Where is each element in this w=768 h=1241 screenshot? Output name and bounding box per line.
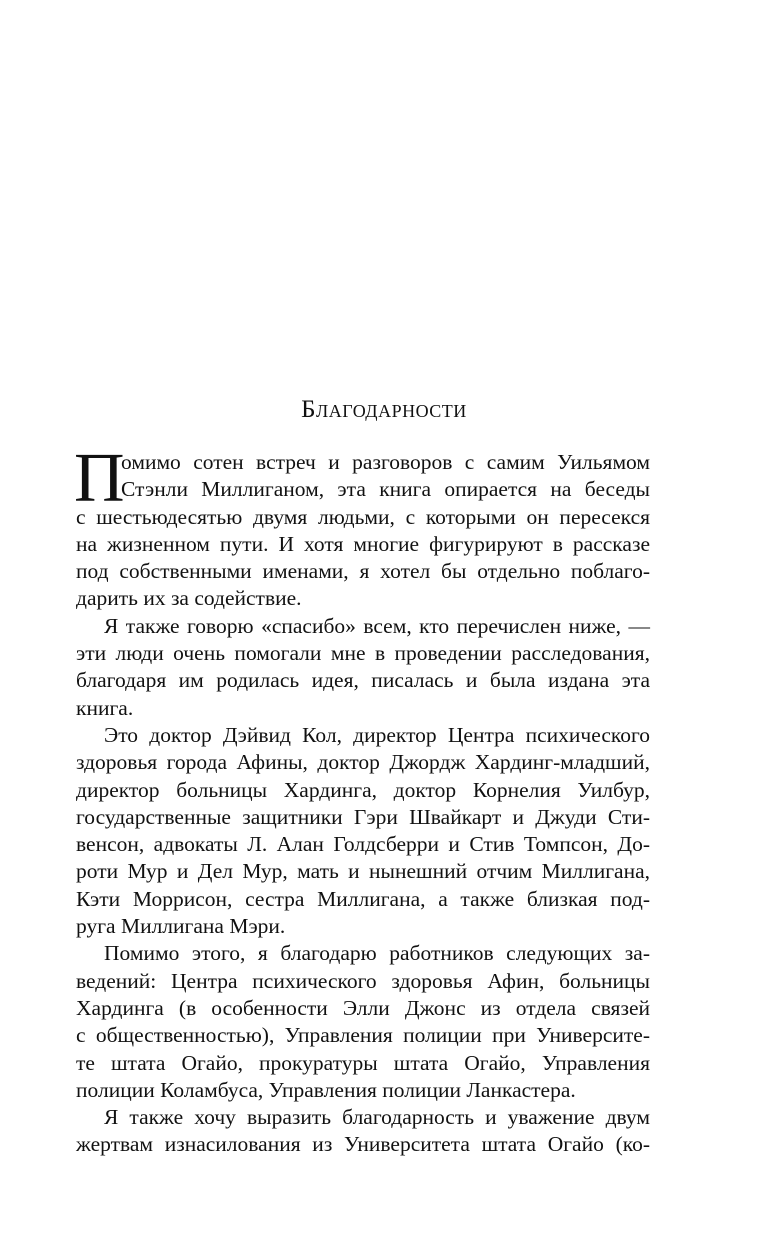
text-line: государственные защитники Гэри Швайкарт и Джуди Сти- xyxy=(76,804,650,829)
text-line: жертвам изнасилования из Университета штата Огайо (ко- xyxy=(76,1132,650,1157)
text-line: полиции Коламбуса, Управления полиции Ланкастера. xyxy=(76,1077,576,1102)
text-line: венсон, адвокаты Л. Алан Голдсберри и Стив Томпсон, До- xyxy=(76,832,650,857)
text-line: Это доктор Дэйвид Кол, директор Центра психического xyxy=(104,722,650,747)
chapter-title: Благодарности xyxy=(301,396,467,423)
text-line: книга. xyxy=(76,695,134,720)
drop-cap: П xyxy=(74,440,125,517)
text-line: на жизненном пути. И хотя многие фигурируют в рассказе xyxy=(76,531,650,556)
text-line: Стэнли Миллиганом, эта книга опирается на беседы xyxy=(121,477,650,502)
text-line: директор больницы Хардинга, доктор Корнелия Уилбур, xyxy=(76,777,650,802)
text-line: роти Мур и Дел Мур, мать и нынешний отчим Миллигана, xyxy=(76,859,650,884)
text-line: благодаря им родилась идея, писалась и была издана эта xyxy=(76,668,650,693)
body-text xyxy=(74,440,650,1159)
text-line: те штата Огайо, прокуратуры штата Огайо, Управления xyxy=(76,1050,650,1075)
text-line: с шестьюдесятью двумя людьми, с которыми он пересекся xyxy=(76,504,650,529)
text-line: Я также хочу выразить благодарность и уважение двум xyxy=(104,1105,650,1130)
text-line: под собственными именами, я хотел бы отдельно поблаго- xyxy=(76,559,650,584)
text-line: Я также говорю «спасибо» всем, кто перечислен ниже, — xyxy=(104,613,650,638)
text-line: Кэти Моррисон, сестра Миллигана, а также близкая под- xyxy=(76,886,650,911)
text-line: дарить их за содействие. xyxy=(76,586,302,611)
text-line: омимо сотен встреч и разговоров с самим Уильямом xyxy=(121,450,650,474)
text-line: ведений: Центра психического здоровья Афин, больницы xyxy=(76,968,650,993)
text-line: здоровья города Афины, доктор Джордж Хардинг-младший, xyxy=(76,750,650,775)
text-line: Хардинга (в особенности Элли Джонс из отдела связей xyxy=(76,995,650,1020)
text-line: руга Миллигана Мэри. xyxy=(76,914,286,939)
text-line: с общественностью), Управления полиции при Университе- xyxy=(76,1023,650,1048)
text-line: Помимо этого, я благодарю работников следующих за- xyxy=(104,941,650,966)
text-line: эти люди очень помогали мне в проведении расследования, xyxy=(76,641,650,666)
